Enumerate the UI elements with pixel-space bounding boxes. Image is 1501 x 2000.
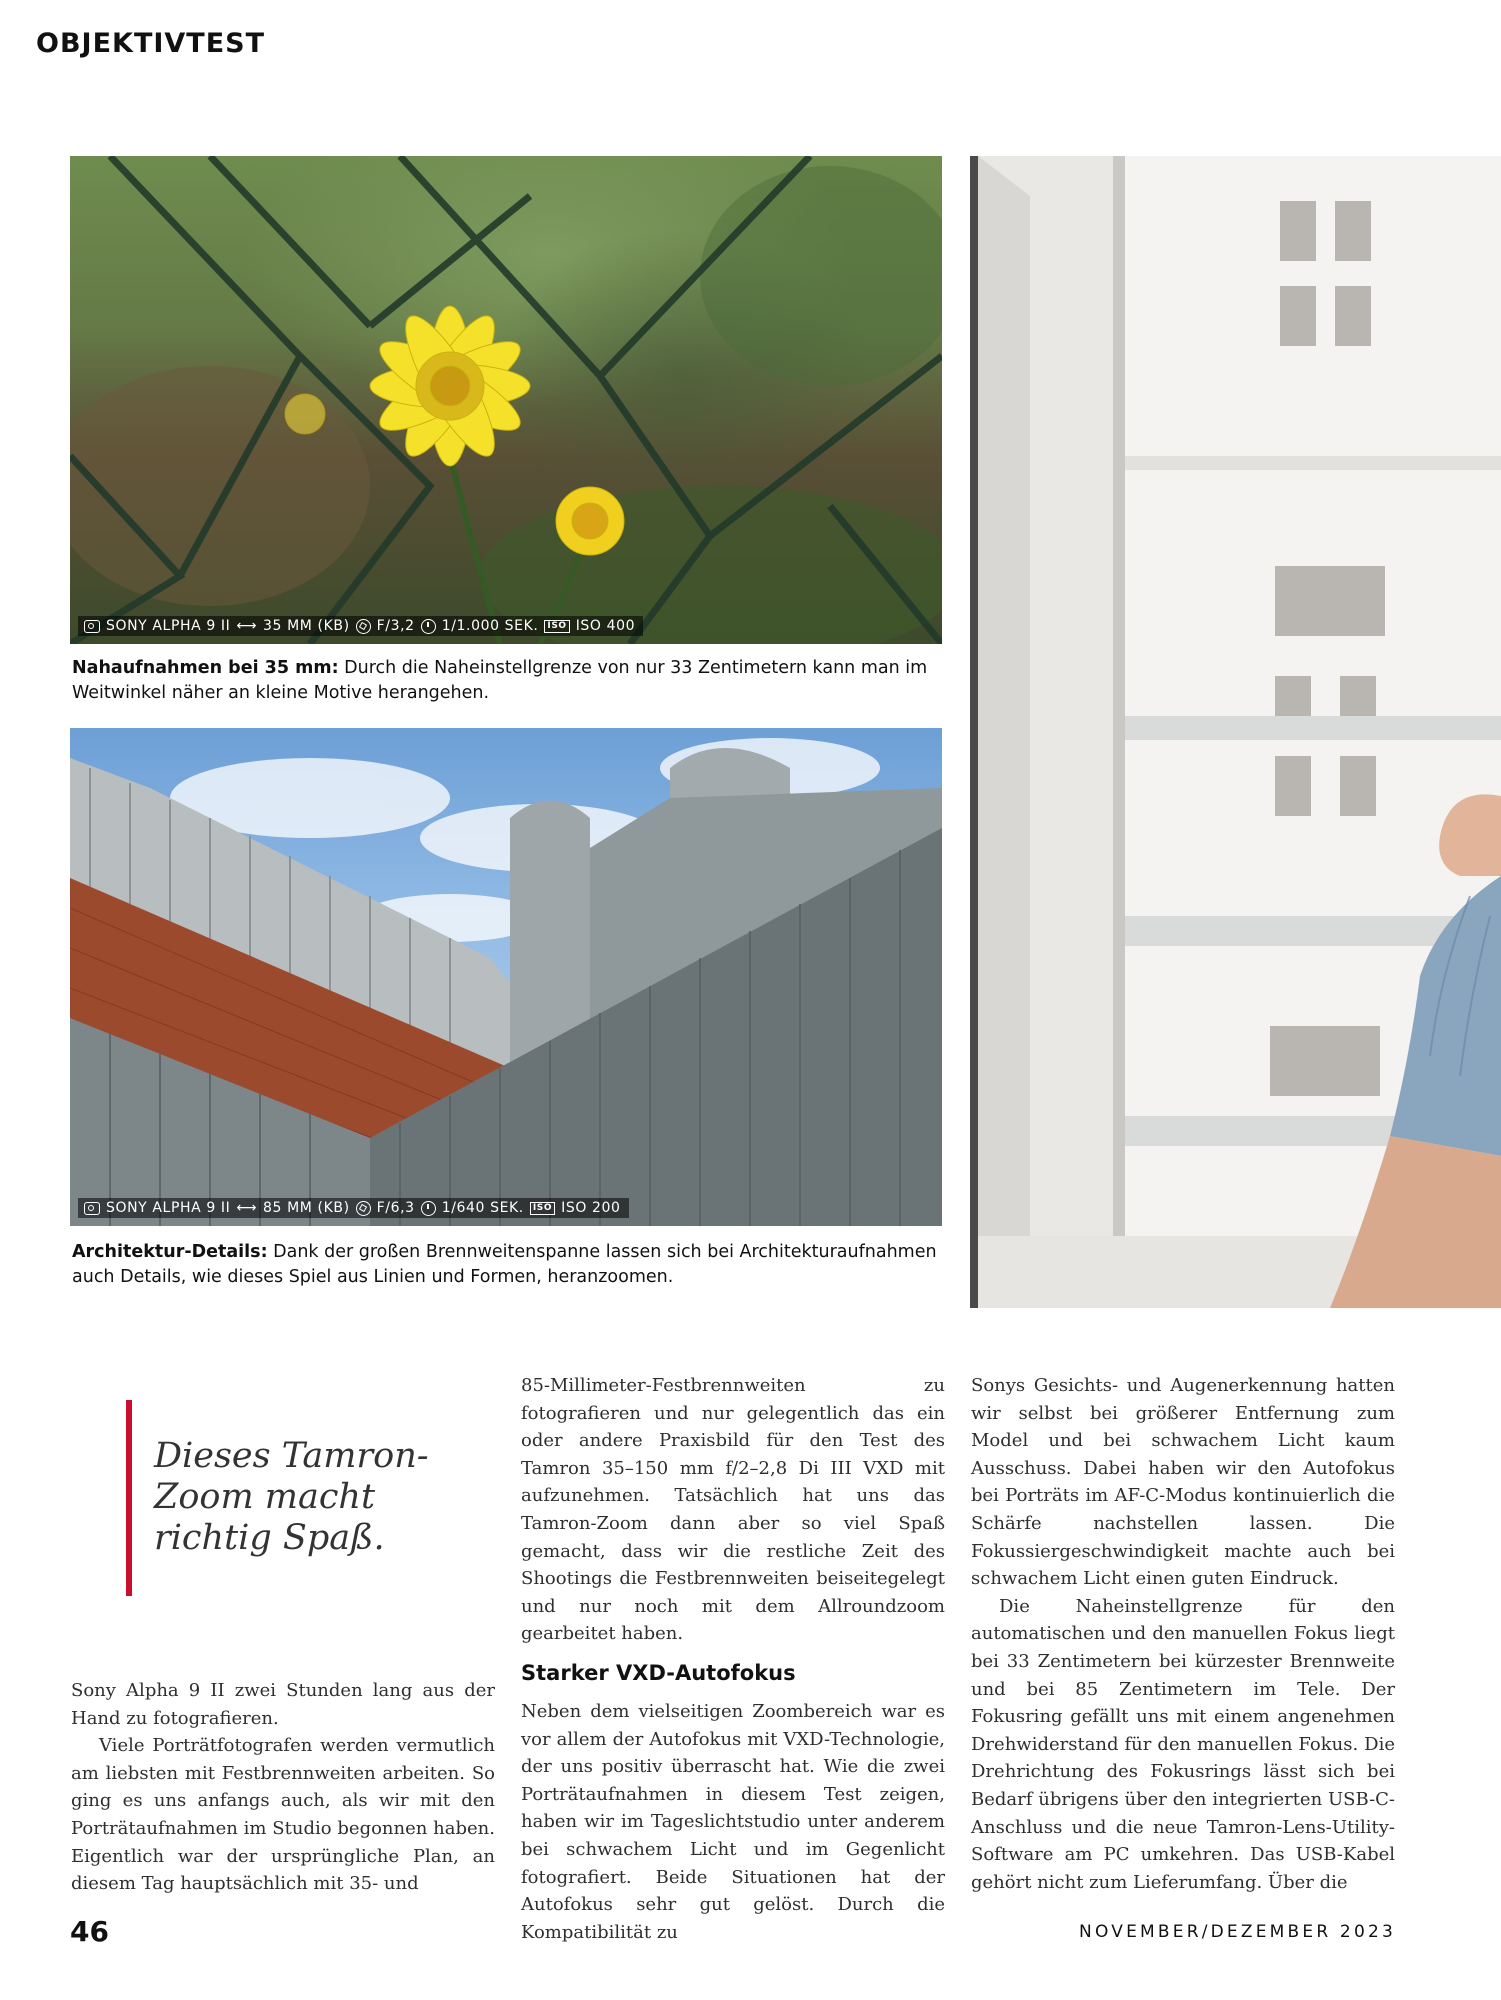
caption-lead: Nahaufnahmen bei 35 mm: <box>72 658 339 678</box>
exif-focal: 35 MM (KB) <box>263 618 350 634</box>
pull-quote-text: Dieses Tamron-Zoom macht richtig Spaß. <box>154 1436 429 1558</box>
paragraph: Sonys Gesichts- und Augenerkennung hatten wir selbst bei größerer Entfernung zum Model und bei schwachem Licht kaum Ausschuss. Dabei haben wir den Autofokus bei Porträts im AF-C-Modus kontinuierlich die Schärfe nachstellen lassen. Die Fokussiergeschwindigkeit machte auch bei schwachem Licht einen guten Eindruck. <box>971 1375 1395 1590</box>
body-column-1 <box>71 1677 495 1898</box>
exif-shutter: 1/640 SEK. <box>441 1200 524 1216</box>
camera-icon <box>84 620 100 633</box>
exif-camera: SONY ALPHA 9 II <box>106 1200 231 1216</box>
aperture-icon <box>356 1201 371 1216</box>
caption-text: Dank der großen Brennweitenspanne lassen sich bei Architekturaufnahmen auch Details, wie dieses Spiel aus Linien und Formen, heranzoomen. <box>72 1242 937 1287</box>
body-column-3 <box>971 1372 1395 1896</box>
exif-aperture: F/3,2 <box>376 618 415 634</box>
focal-length-icon: ⟷ <box>236 618 258 634</box>
exif-iso: ISO 200 <box>561 1200 621 1216</box>
caption-architecture <box>72 1240 952 1290</box>
caption-lead: Architektur-Details: <box>72 1242 268 1262</box>
exif-bar <box>78 1198 629 1218</box>
flower-photo <box>70 156 942 644</box>
shutter-timer-icon <box>421 619 436 634</box>
aperture-icon <box>356 619 371 634</box>
camera-icon <box>84 1202 100 1215</box>
architecture-photo <box>70 728 942 1226</box>
pull-quote <box>126 1400 432 1596</box>
iso-icon: ISO <box>530 1202 555 1215</box>
iso-icon: ISO <box>544 620 569 633</box>
caption-flower <box>72 656 952 706</box>
shutter-timer-icon <box>421 1201 436 1216</box>
window-portrait-photo <box>970 156 1501 1308</box>
exif-bar <box>78 616 643 636</box>
exif-camera: SONY ALPHA 9 II <box>106 618 231 634</box>
section-label: OBJEKTIVTEST <box>36 28 266 59</box>
exif-aperture: F/6,3 <box>376 1200 415 1216</box>
paragraph: Viele Porträtfotografen werden vermutlich am liebsten mit Festbrennweiten arbeiten. So ging es uns anfangs auch, als wir mit den Porträtaufnahmen im Studio begonnen haben. Eigentlich war der ursprüngliche Plan, an diesem Tag hauptsächlich mit 35- und <box>71 1735 495 1895</box>
page-number: 46 <box>70 1915 109 1948</box>
paragraph: Die Naheinstellgrenze für den automatischen und den manuellen Fokus liegt bei 33 Zentimetern bei kürzester Brennweite und bei 85 Zentimetern im Tele. Der Fokusring gefällt uns mit einem angenehmen Drehwiderstand für den manuellen Fokus. Die Drehrichtung des Fokusrings lässt sich bei Bedarf übrigens über den integrierten USB-C-Anschluss und die neue Tamron-Lens-Utility-Software am PC umkehren. Das USB-Kabel gehört nicht zum Lieferumfang. Über die <box>971 1595 1395 1893</box>
paragraph: Neben dem vielseitigen Zoombereich war es vor allem der Autofokus mit VXD-Technologie, der uns positiv überrascht hat. Wie die zwei Porträtaufnahmen in diesem Test zeigen, haben wir im Tageslichtstudio unter anderem bei schwachem Licht und im Gegenlicht fotografiert. Beide Situationen hat der Autofokus sehr gut gelöst. Durch die Kompatibilität zu <box>521 1700 945 1943</box>
subheading: Starker VXD-Autofokus <box>521 1660 796 1685</box>
focal-length-icon: ⟷ <box>236 1200 258 1216</box>
exif-shutter: 1/1.000 SEK. <box>441 618 539 634</box>
caption-text: Durch die Naheinstellgrenze von nur 33 Zentimetern kann man im Weitwinkel näher an kleine Motive herangehen. <box>72 658 928 703</box>
exif-focal: 85 MM (KB) <box>263 1200 350 1216</box>
issue-date: NOVEMBER/DEZEMBER 2023 <box>1079 1922 1396 1942</box>
exif-iso: ISO 400 <box>575 618 636 634</box>
body-column-2 <box>521 1372 945 1946</box>
paragraph: 85-Millimeter-Festbrennweiten zu fotografieren und nur gelegentlich das ein oder andere Praxisbild für den Test des Tamron 35–150 mm f/2–2,8 Di III VXD mit aufzunehmen. Tatsächlich hat uns das Tamron-Zoom dann aber so viel Spaß gemacht, dass wir die restliche Zeit des Shootings die Festbrennweiten beiseitegelegt und nur noch mit dem Allroundzoom gearbeitet haben. <box>521 1375 945 1645</box>
paragraph: Sony Alpha 9 II zwei Stunden lang aus der Hand zu fotografieren. <box>71 1680 495 1729</box>
